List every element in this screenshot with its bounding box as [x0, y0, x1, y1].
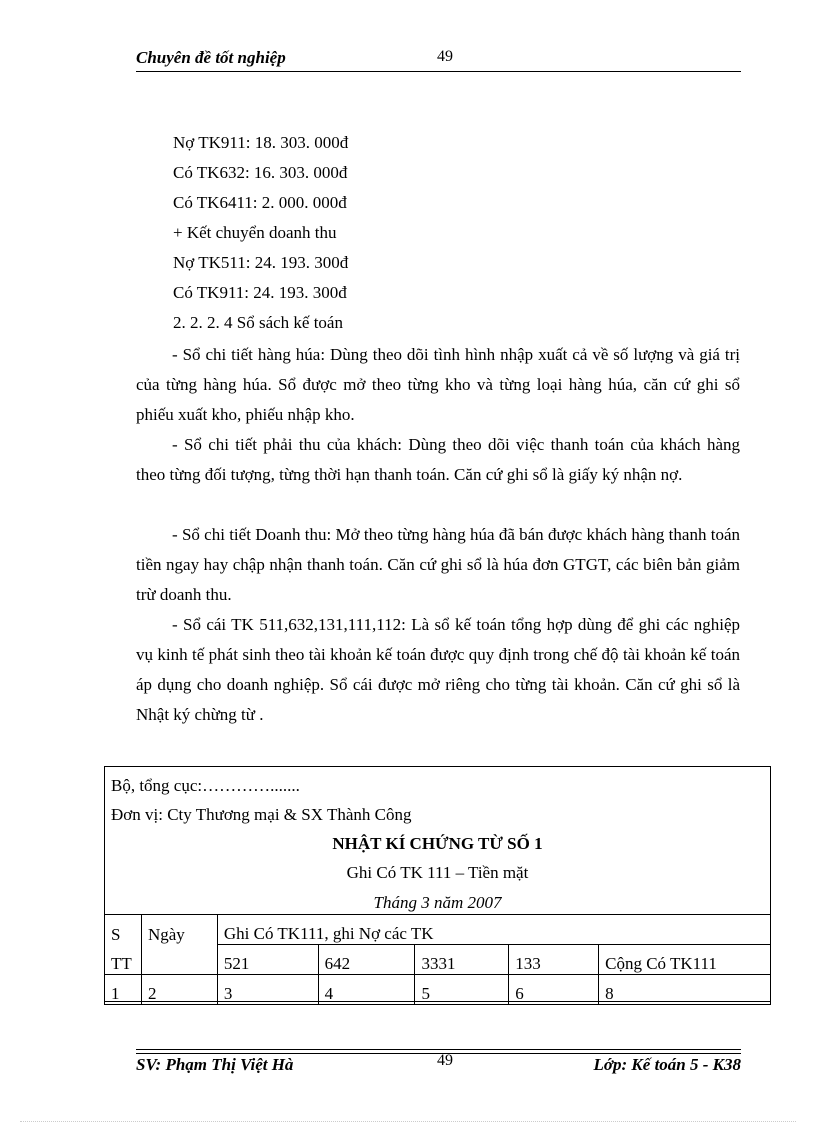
page-number-bottom: 49	[437, 1052, 453, 1069]
paragraph: - Sổ cái TK 511,632,131,111,112: Là sổ kế toán tổng hợp dùng để ghi các nghiệp vụ kinh tế phát sinh theo tài khoản kế toán được quy định trong chế độ tài khoản kế toán áp dụng cho doanh nghiệp. Sổ cái được mở riêng cho từng tài khoản. Căn cứ ghi sổ là Nhật ký chừng từ .	[136, 615, 740, 724]
table-cell: 521	[217, 945, 318, 975]
page-number-top: 49	[437, 48, 453, 65]
table-row	[105, 975, 771, 1005]
header-divider	[136, 71, 741, 72]
table-cell: Ngày	[141, 915, 217, 945]
journal-unit: Đơn vị: Cty Thương mại & SX Thành Công	[111, 805, 412, 824]
table-cell: TT	[105, 945, 142, 975]
student-name: SV: Phạm Thị Việt Hà	[136, 1055, 294, 1074]
entry-line: Có TK911: 24. 193. 300đ	[173, 283, 347, 302]
paragraph: - Sổ chi tiết hàng húa: Dùng theo dõi tình hình nhập xuất cả về số lượng và giá trị của từng hàng húa. Sổ được mở theo từng kho và từng loại hàng húa, căn cứ ghi sổ phiếu xuất kho, phiếu nhập kho.	[136, 345, 740, 424]
journal-form	[104, 766, 771, 1002]
table-cell: Ghi Có TK111, ghi Nợ các TK	[217, 915, 770, 945]
table-cell: Cộng Có TK111	[599, 945, 771, 975]
entry-line: Có TK632: 16. 303. 000đ	[173, 163, 348, 182]
class-name: Lớp: Kế toán 5 - K38	[593, 1055, 741, 1074]
entry-line: + Kết chuyển doanh thu	[173, 223, 337, 242]
table-cell: 3	[217, 975, 318, 1005]
entry-line: Nợ TK911: 18. 303. 000đ	[173, 133, 349, 152]
section-heading: 2. 2. 2. 4 Sổ sách kế toán	[173, 313, 343, 332]
table-cell: 3331	[415, 945, 509, 975]
paragraph: - Sổ chi tiết Doanh thu: Mở theo từng hàng húa đã bán được khách hàng thanh toán tiền ngay hay chập nhận thanh toán. Căn cứ ghi sổ là húa đơn GTGT, các biên bản giảm trừ doanh thu.	[136, 525, 740, 604]
journal-subtitle: Ghi Có TK 111 – Tiền mặt	[346, 863, 529, 882]
table-cell: 4	[318, 975, 415, 1005]
table-cell: 8	[599, 975, 771, 1005]
table-cell: 5	[415, 975, 509, 1005]
entry-line: Có TK6411: 2. 000. 000đ	[173, 193, 347, 212]
journal-title: NHẬT KÍ CHỨNG TỪ SỐ 1	[332, 834, 543, 853]
paragraph: - Sổ chi tiết phải thu của khách: Dùng theo dõi việc thanh toán của khách hàng theo từng đối tượng, từng thời hạn thanh toán. Căn cứ ghi sổ là giấy ký nhận nợ.	[136, 435, 740, 484]
table-cell: 1	[105, 975, 142, 1005]
journal-ministry: Bộ, tổng cục:………….......	[111, 776, 300, 795]
entry-line: Nợ TK511: 24. 193. 300đ	[173, 253, 349, 272]
table-header-row	[105, 915, 771, 945]
document-title: Chuyên đề tốt nghiệp	[136, 48, 286, 67]
journal-period: Tháng 3 năm 2007	[373, 893, 502, 912]
table-cell: 642	[318, 945, 415, 975]
journal-table	[104, 914, 771, 1005]
table-cell: 133	[509, 945, 599, 975]
table-cell	[141, 945, 217, 975]
table-cell: 6	[509, 975, 599, 1005]
table-header-row	[105, 945, 771, 975]
table-cell: S	[105, 915, 142, 945]
table-cell: 2	[141, 975, 217, 1005]
page-edge	[20, 1121, 796, 1122]
